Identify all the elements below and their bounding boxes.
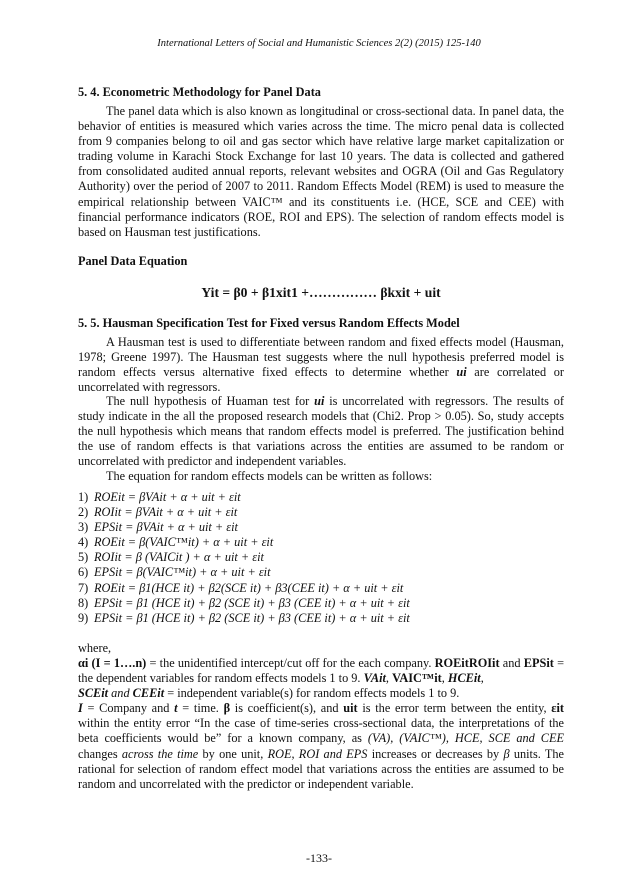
equation-row: 4) ROEit = β(VAIC™it) + α + uit + εit <box>78 535 274 550</box>
section-heading-5-4: 5. 4. Econometric Methodology for Panel Data <box>78 85 321 99</box>
hausman-paragraph-2: The null hypothesis of Huaman test for ui is uncorrelated with regressors. The results of study indicate in the all the proposed research models that (Chi2. Prop > 0.05). So, study accepts the null hypothesis which means that random effects model is preferred. The justification behind the use of random effects is that variations across the entities are assumed to be random or uncorrelated with predictor and independent variables. <box>78 394 564 469</box>
variable-definitions: αi (I = 1….n) = the unidentified intercept/cut off for the each company. ROEitROIit and EPSit = the dependent variables for random effects models 1 to 9. VAit, VAIC™it, HCEit, SCEit and CEEit = independent variable(s) for random effects models 1 to 9. I = Company and t = time. β is coefficient(s), and uit is the error term between the entity, εit within the entity error “In the case of time-series cross-sectional data, the interpretations of the beta coefficients would be” for a known company, as (VA), (VAIC™), HCE, SCE and CEE changes across the time by one unit, ROE, ROI and EPS increases or decreases by β units. The rational for selection of random effect model that variations across the entities are assumed to be random and uncorrelated with the predictor or independent variable. <box>78 656 564 791</box>
hausman-paragraph-1: A Hausman test is used to differentiate between random and fixed effects model (Hausman, 1978; Greene 1997). The Hausman test suggests where the null hypothesis preferred model is random effects versus alternative fixed effects to determine whether ui are correlated or uncorrelated with regressors. <box>78 335 564 395</box>
page-number: -133- <box>306 851 332 865</box>
equation-row: 3) EPSit = βVAit + α + uit + εit <box>78 520 238 535</box>
section-heading-5-5: 5. 5. Hausman Specification Test for Fixed versus Random Effects Model <box>78 316 460 330</box>
equation-row: 8) EPSit = β1 (HCE it) + β2 (SCE it) + β3 (CEE it) + α + uit + εit <box>78 595 410 610</box>
equation-row: 1) ROEit = βVAit + α + uit + εit <box>78 490 241 504</box>
panel-equation: Yit = β0 + β1xit1 +…………… βkxit + uit <box>201 285 441 300</box>
panel-equation-heading: Panel Data Equation <box>78 254 188 268</box>
running-header: International Letters of Social and Humanistic Sciences 2(2) (2015) 125-140 <box>157 38 481 49</box>
equation-row: 9) EPSit = β1 (HCE it) + β2 (SCE it) + β3 (CEE it) + α + uit + εit <box>78 610 410 625</box>
equation-row: 7) ROEit = β1(HCE it) + β2(SCE it) + β3(CEE it) + α + uit + εit <box>78 580 404 595</box>
equation-row: 6) EPSit = β(VAIC™it) + α + uit + εit <box>78 565 271 580</box>
equation-intro: The equation for random effects models can be written as follows: <box>106 469 433 483</box>
equation-list <box>78 490 564 626</box>
equation-row: 2) ROIit = βVAit + α + uit + εit <box>78 505 238 520</box>
where-label: where, <box>78 641 112 655</box>
methodology-paragraph: The panel data which is also known as longitudinal or cross-sectional data. In panel data, the behavior of entities is measured which varies across the time. The micro penal data is collected from 9 companies belong to oil and gas sector which have relative large market capitalization or trading volume in Karachi Stock Exchange for last 10 years. The data is collected and gathered from consolidated audited annual reports, relevant websites and OGRA (Oil and Gas Regulatory Authority) over the period of 2007 to 2011. Random Effects Model (REM) is used to measure the empirical relationship between VAIC™ and its constituents i.e. (HCE, SCE and CEE) with financial performance indicators (ROE, ROI and EPS). The selection of random effects model is based on Hausman test justifications. <box>78 104 564 239</box>
equation-row: 5) ROIit = β (VAICit ) + α + uit + εit <box>78 550 264 565</box>
